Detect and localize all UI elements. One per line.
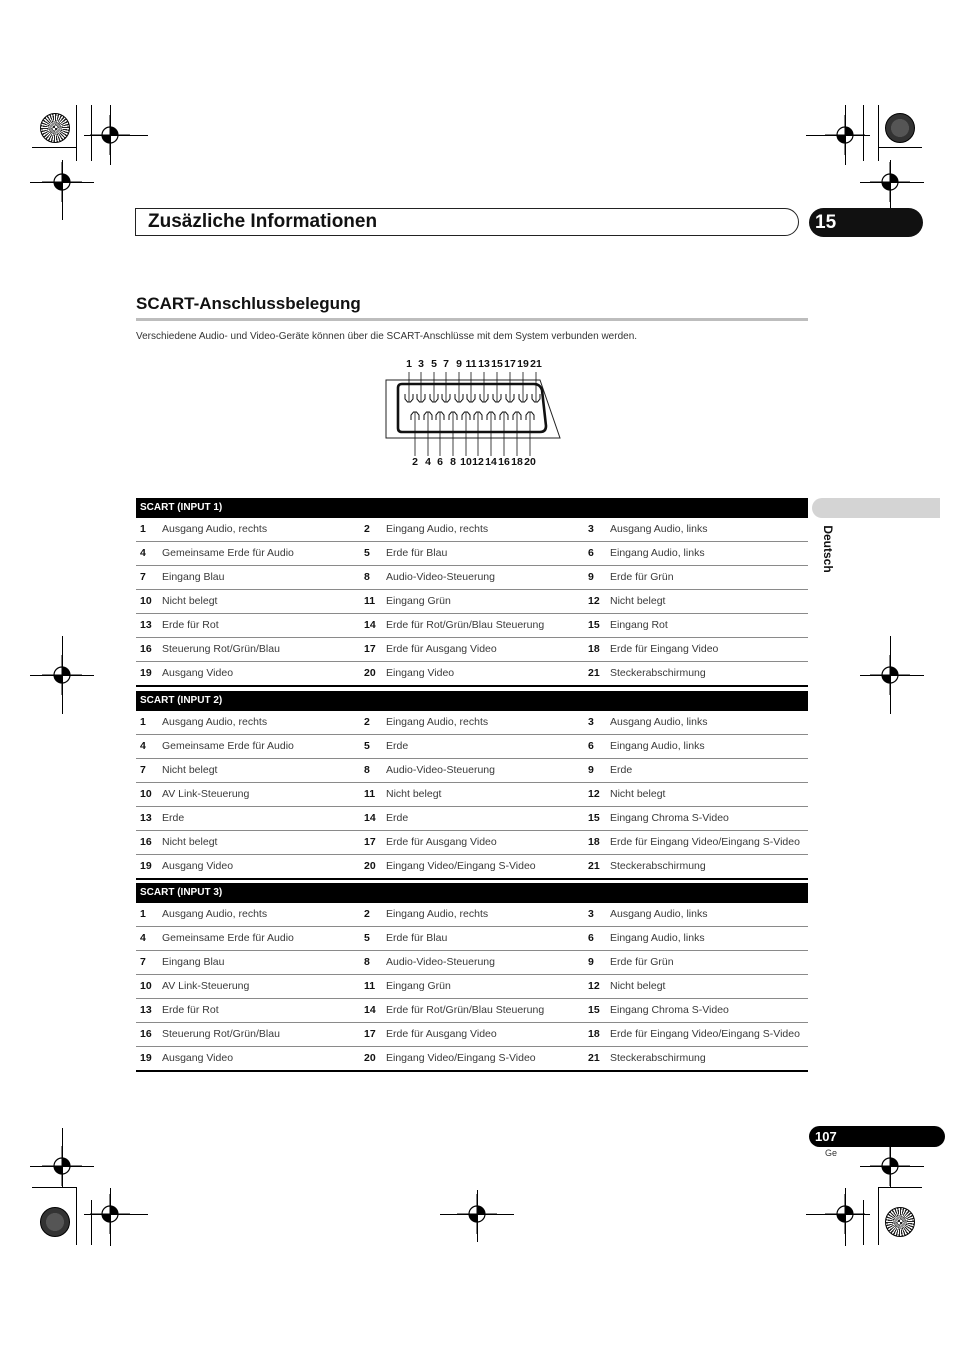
table-row [136, 831, 808, 855]
table-row [136, 711, 808, 735]
pin-label-top: 3 [418, 358, 424, 370]
pin-description: Nicht belegt [610, 595, 666, 607]
pin-number: 12 [588, 980, 600, 992]
table-row [136, 638, 808, 662]
pin-description: Ausgang Video [162, 860, 234, 872]
starburst-target-icon [40, 1207, 70, 1237]
pin-number: 11 [364, 788, 376, 800]
table-row [136, 927, 808, 951]
pin-number: 16 [140, 643, 152, 655]
section-divider [136, 318, 808, 321]
pin-description: Eingang Audio, rechts [386, 908, 489, 920]
crop-line [878, 1187, 879, 1245]
pin-label-top: 13 [478, 358, 490, 370]
pin-number: 10 [140, 788, 152, 800]
crop-line [76, 1187, 77, 1245]
pin-description: Erde [162, 812, 185, 824]
pin-number: 3 [588, 716, 594, 728]
pin-description: Eingang Chroma S-Video [610, 812, 729, 824]
pin-number: 4 [140, 740, 146, 752]
pin-number: 1 [140, 716, 146, 728]
pin-number: 9 [588, 571, 594, 583]
pin-number: 20 [364, 860, 376, 872]
pin-number: 14 [364, 619, 376, 631]
pin-description: Erde für Eingang Video/Eingang S-Video [610, 1028, 800, 1040]
pin-description: Eingang Blau [162, 956, 225, 968]
pin-label-bottom: 8 [450, 456, 456, 468]
pin-description: Nicht belegt [162, 764, 218, 776]
language-tab-label: Deutsch [821, 525, 835, 573]
pin-number: 18 [588, 643, 600, 655]
pin-description: Erde für Grün [610, 571, 674, 583]
pin-description: Eingang Grün [386, 980, 451, 992]
pin-number: 12 [588, 595, 600, 607]
crop-line [32, 147, 76, 148]
pin-description: Eingang Audio, links [610, 740, 705, 752]
pin-label-top: 9 [456, 358, 462, 370]
pin-description: Gemeinsame Erde für Audio [162, 932, 294, 944]
pin-number: 21 [588, 667, 600, 679]
section-intro: Verschiedene Audio- und Video-Geräte können über die SCART-Anschlüsse mit dem System verbunden werden. [136, 331, 638, 342]
pin-number: 16 [140, 1028, 152, 1040]
pin-description: Erde für Eingang Video [610, 643, 719, 655]
pin-description: Erde für Ausgang Video [386, 836, 497, 848]
crop-line [84, 135, 148, 136]
pin-description: Audio-Video-Steuerung [386, 571, 495, 583]
table-row [136, 783, 808, 807]
scart-table [136, 691, 808, 880]
pin-number: 2 [364, 523, 370, 535]
pin-description: Gemeinsame Erde für Audio [162, 740, 294, 752]
pin-number: 14 [364, 1004, 376, 1016]
pin-description: Eingang Chroma S-Video [610, 1004, 729, 1016]
table-row [136, 759, 808, 783]
pin-description: Nicht belegt [610, 980, 666, 992]
pin-label-top: 19 [517, 358, 529, 370]
pin-description: Erde für Grün [610, 956, 674, 968]
crop-line [878, 105, 879, 161]
pin-label-top: 7 [443, 358, 449, 370]
crop-line [62, 636, 63, 714]
table-row [136, 735, 808, 759]
starburst-target-icon [40, 113, 70, 143]
pin-number: 8 [364, 764, 370, 776]
pin-description: AV Link-Steuerung [162, 980, 250, 992]
section-title: SCART-Anschlussbelegung [136, 294, 361, 313]
pin-number: 21 [588, 1052, 600, 1064]
table-row [136, 590, 808, 614]
pin-label-bottom: 18 [511, 456, 523, 468]
pin-description: Ausgang Audio, rechts [162, 908, 268, 920]
pin-number: 15 [588, 812, 600, 824]
crop-line [110, 1188, 111, 1246]
table-row [136, 566, 808, 590]
pin-number: 15 [588, 1004, 600, 1016]
pin-number: 20 [364, 1052, 376, 1064]
pin-number: 5 [364, 740, 370, 752]
pin-description: Eingang Video [386, 667, 455, 679]
pin-label-bottom: 14 [485, 456, 497, 468]
pin-description: Eingang Video/Eingang S-Video [386, 860, 536, 872]
pin-description: Eingang Blau [162, 571, 225, 583]
crop-line [878, 1187, 922, 1188]
table-row [136, 614, 808, 638]
starburst-target-icon [885, 1207, 915, 1237]
pin-description: Nicht belegt [610, 788, 666, 800]
crop-line [845, 1188, 846, 1246]
top-pin-labels [0, 358, 954, 372]
crop-line [30, 182, 94, 183]
pin-description: Nicht belegt [386, 788, 442, 800]
pin-label-top: 11 [465, 358, 477, 370]
crop-line [860, 1166, 924, 1167]
pin-number: 11 [364, 595, 376, 607]
scart-connector-diagram [380, 372, 570, 458]
pin-label-bottom: 12 [472, 456, 484, 468]
pin-number: 7 [140, 956, 146, 968]
pin-description: Steuerung Rot/Grün/Blau [162, 1028, 280, 1040]
pin-description: Ausgang Video [162, 667, 234, 679]
pin-number: 18 [588, 1028, 600, 1040]
scart-table [136, 883, 808, 1072]
pin-description: Erde für Rot/Grün/Blau Steuerung [386, 1004, 545, 1016]
table-header: SCART (INPUT 2) [136, 691, 808, 711]
pin-description: Nicht belegt [162, 595, 218, 607]
pin-number: 13 [140, 812, 152, 824]
pin-number: 6 [588, 547, 594, 559]
pin-description: Eingang Grün [386, 595, 451, 607]
pin-description: Erde [610, 764, 633, 776]
pin-number: 3 [588, 908, 594, 920]
crop-line [110, 105, 111, 165]
pin-description: Erde für Rot [162, 1004, 219, 1016]
crop-line [860, 182, 924, 183]
pin-number: 14 [364, 812, 376, 824]
pin-number: 8 [364, 571, 370, 583]
crop-line [845, 105, 846, 165]
pin-number: 3 [588, 523, 594, 535]
pin-number: 5 [364, 932, 370, 944]
pin-label-top: 15 [491, 358, 503, 370]
pin-description: Nicht belegt [162, 836, 218, 848]
pin-description: Erde für Rot/Grün/Blau Steuerung [386, 619, 545, 631]
pin-description: Eingang Video/Eingang S-Video [386, 1052, 536, 1064]
page-number: 107 [815, 1129, 837, 1144]
pin-label-top: 17 [504, 358, 516, 370]
pin-number: 19 [140, 667, 152, 679]
pin-number: 4 [140, 932, 146, 944]
pin-description: Ausgang Audio, links [610, 908, 708, 920]
pin-number: 17 [364, 643, 376, 655]
pin-description: Ausgang Video [162, 1052, 234, 1064]
table-header: SCART (INPUT 3) [136, 883, 808, 903]
pin-number: 11 [364, 980, 376, 992]
pin-description: Eingang Audio, links [610, 932, 705, 944]
pin-label-bottom: 20 [524, 456, 536, 468]
starburst-target-icon [885, 113, 915, 143]
pin-description: Eingang Audio, links [610, 547, 705, 559]
pin-number: 7 [140, 764, 146, 776]
pin-number: 6 [588, 932, 594, 944]
bottom-pin-labels [0, 456, 954, 470]
table-row [136, 903, 808, 927]
table-row [136, 1023, 808, 1047]
table-row [136, 975, 808, 999]
pin-description: Eingang Audio, rechts [386, 716, 489, 728]
pin-number: 12 [588, 788, 600, 800]
crop-line [32, 1187, 76, 1188]
pin-number: 6 [588, 740, 594, 752]
chapter-number-badge [809, 208, 923, 237]
pin-description: Audio-Video-Steuerung [386, 956, 495, 968]
chapter-number: 15 [815, 212, 837, 233]
pin-number: 20 [364, 667, 376, 679]
pin-description: Erde für Eingang Video/Eingang S-Video [610, 836, 800, 848]
pin-description: Ausgang Audio, links [610, 716, 708, 728]
crop-line [806, 1214, 870, 1215]
pin-label-bottom: 2 [412, 456, 418, 468]
pin-label-top: 1 [406, 358, 412, 370]
pin-number: 1 [140, 523, 146, 535]
pin-description: Ausgang Audio, links [610, 523, 708, 535]
pin-label-top: 5 [431, 358, 437, 370]
pin-description: Ausgang Audio, rechts [162, 716, 268, 728]
pin-number: 19 [140, 1052, 152, 1064]
pin-description: AV Link-Steuerung [162, 788, 250, 800]
crop-line [860, 675, 924, 676]
table-row [136, 662, 808, 687]
crop-line [76, 105, 77, 161]
pin-description: Erde für Rot [162, 619, 219, 631]
pin-label-top: 21 [530, 358, 542, 370]
crop-line [62, 1128, 63, 1188]
pin-number: 8 [364, 956, 370, 968]
pin-description: Erde für Ausgang Video [386, 643, 497, 655]
table-header: SCART (INPUT 1) [136, 498, 808, 518]
pin-number: 19 [140, 860, 152, 872]
scart-table [136, 498, 808, 687]
pin-label-bottom: 10 [460, 456, 472, 468]
pin-number: 5 [364, 547, 370, 559]
pin-description: Erde für Blau [386, 932, 448, 944]
pin-number: 10 [140, 980, 152, 992]
crop-line [477, 1190, 478, 1242]
pin-number: 9 [588, 956, 594, 968]
pin-description: Steckerabschirmung [610, 860, 706, 872]
chapter-title: Zusäzliche Informationen [148, 211, 378, 232]
crop-line [62, 160, 63, 220]
pin-description: Steuerung Rot/Grün/Blau [162, 643, 280, 655]
pin-number: 13 [140, 619, 152, 631]
pin-number: 15 [588, 619, 600, 631]
pin-number: 16 [140, 836, 152, 848]
pin-description: Steckerabschirmung [610, 667, 706, 679]
table-row [136, 951, 808, 975]
pin-number: 2 [364, 908, 370, 920]
pin-number: 4 [140, 547, 146, 559]
pin-description: Erde [386, 740, 409, 752]
crop-line [84, 1214, 148, 1215]
pin-label-bottom: 16 [498, 456, 510, 468]
table-row [136, 518, 808, 542]
table-row [136, 1047, 808, 1072]
crop-line [878, 147, 922, 148]
language-code: Ge [825, 1148, 838, 1158]
pin-description: Eingang Audio, rechts [386, 523, 489, 535]
pin-number: 2 [364, 716, 370, 728]
pin-label-bottom: 4 [425, 456, 431, 468]
crop-line [890, 636, 891, 714]
pin-description: Erde für Ausgang Video [386, 1028, 497, 1040]
pin-description: Audio-Video-Steuerung [386, 764, 495, 776]
page-number-badge [809, 1126, 945, 1147]
pin-description: Eingang Rot [610, 619, 668, 631]
table-row [136, 999, 808, 1023]
pin-description: Erde [386, 812, 409, 824]
pin-number: 9 [588, 764, 594, 776]
crop-line [806, 135, 870, 136]
pin-description: Steckerabschirmung [610, 1052, 706, 1064]
table-row [136, 807, 808, 831]
pin-number: 1 [140, 908, 146, 920]
pin-number: 17 [364, 1028, 376, 1040]
pin-description: Ausgang Audio, rechts [162, 523, 268, 535]
pin-number: 17 [364, 836, 376, 848]
pin-label-bottom: 6 [437, 456, 443, 468]
pin-description: Gemeinsame Erde für Audio [162, 547, 294, 559]
pin-description: Erde für Blau [386, 547, 448, 559]
pin-number: 18 [588, 836, 600, 848]
pin-number: 21 [588, 860, 600, 872]
table-row [136, 542, 808, 566]
pin-number: 13 [140, 1004, 152, 1016]
pin-number: 10 [140, 595, 152, 607]
pin-number: 7 [140, 571, 146, 583]
table-row [136, 855, 808, 880]
